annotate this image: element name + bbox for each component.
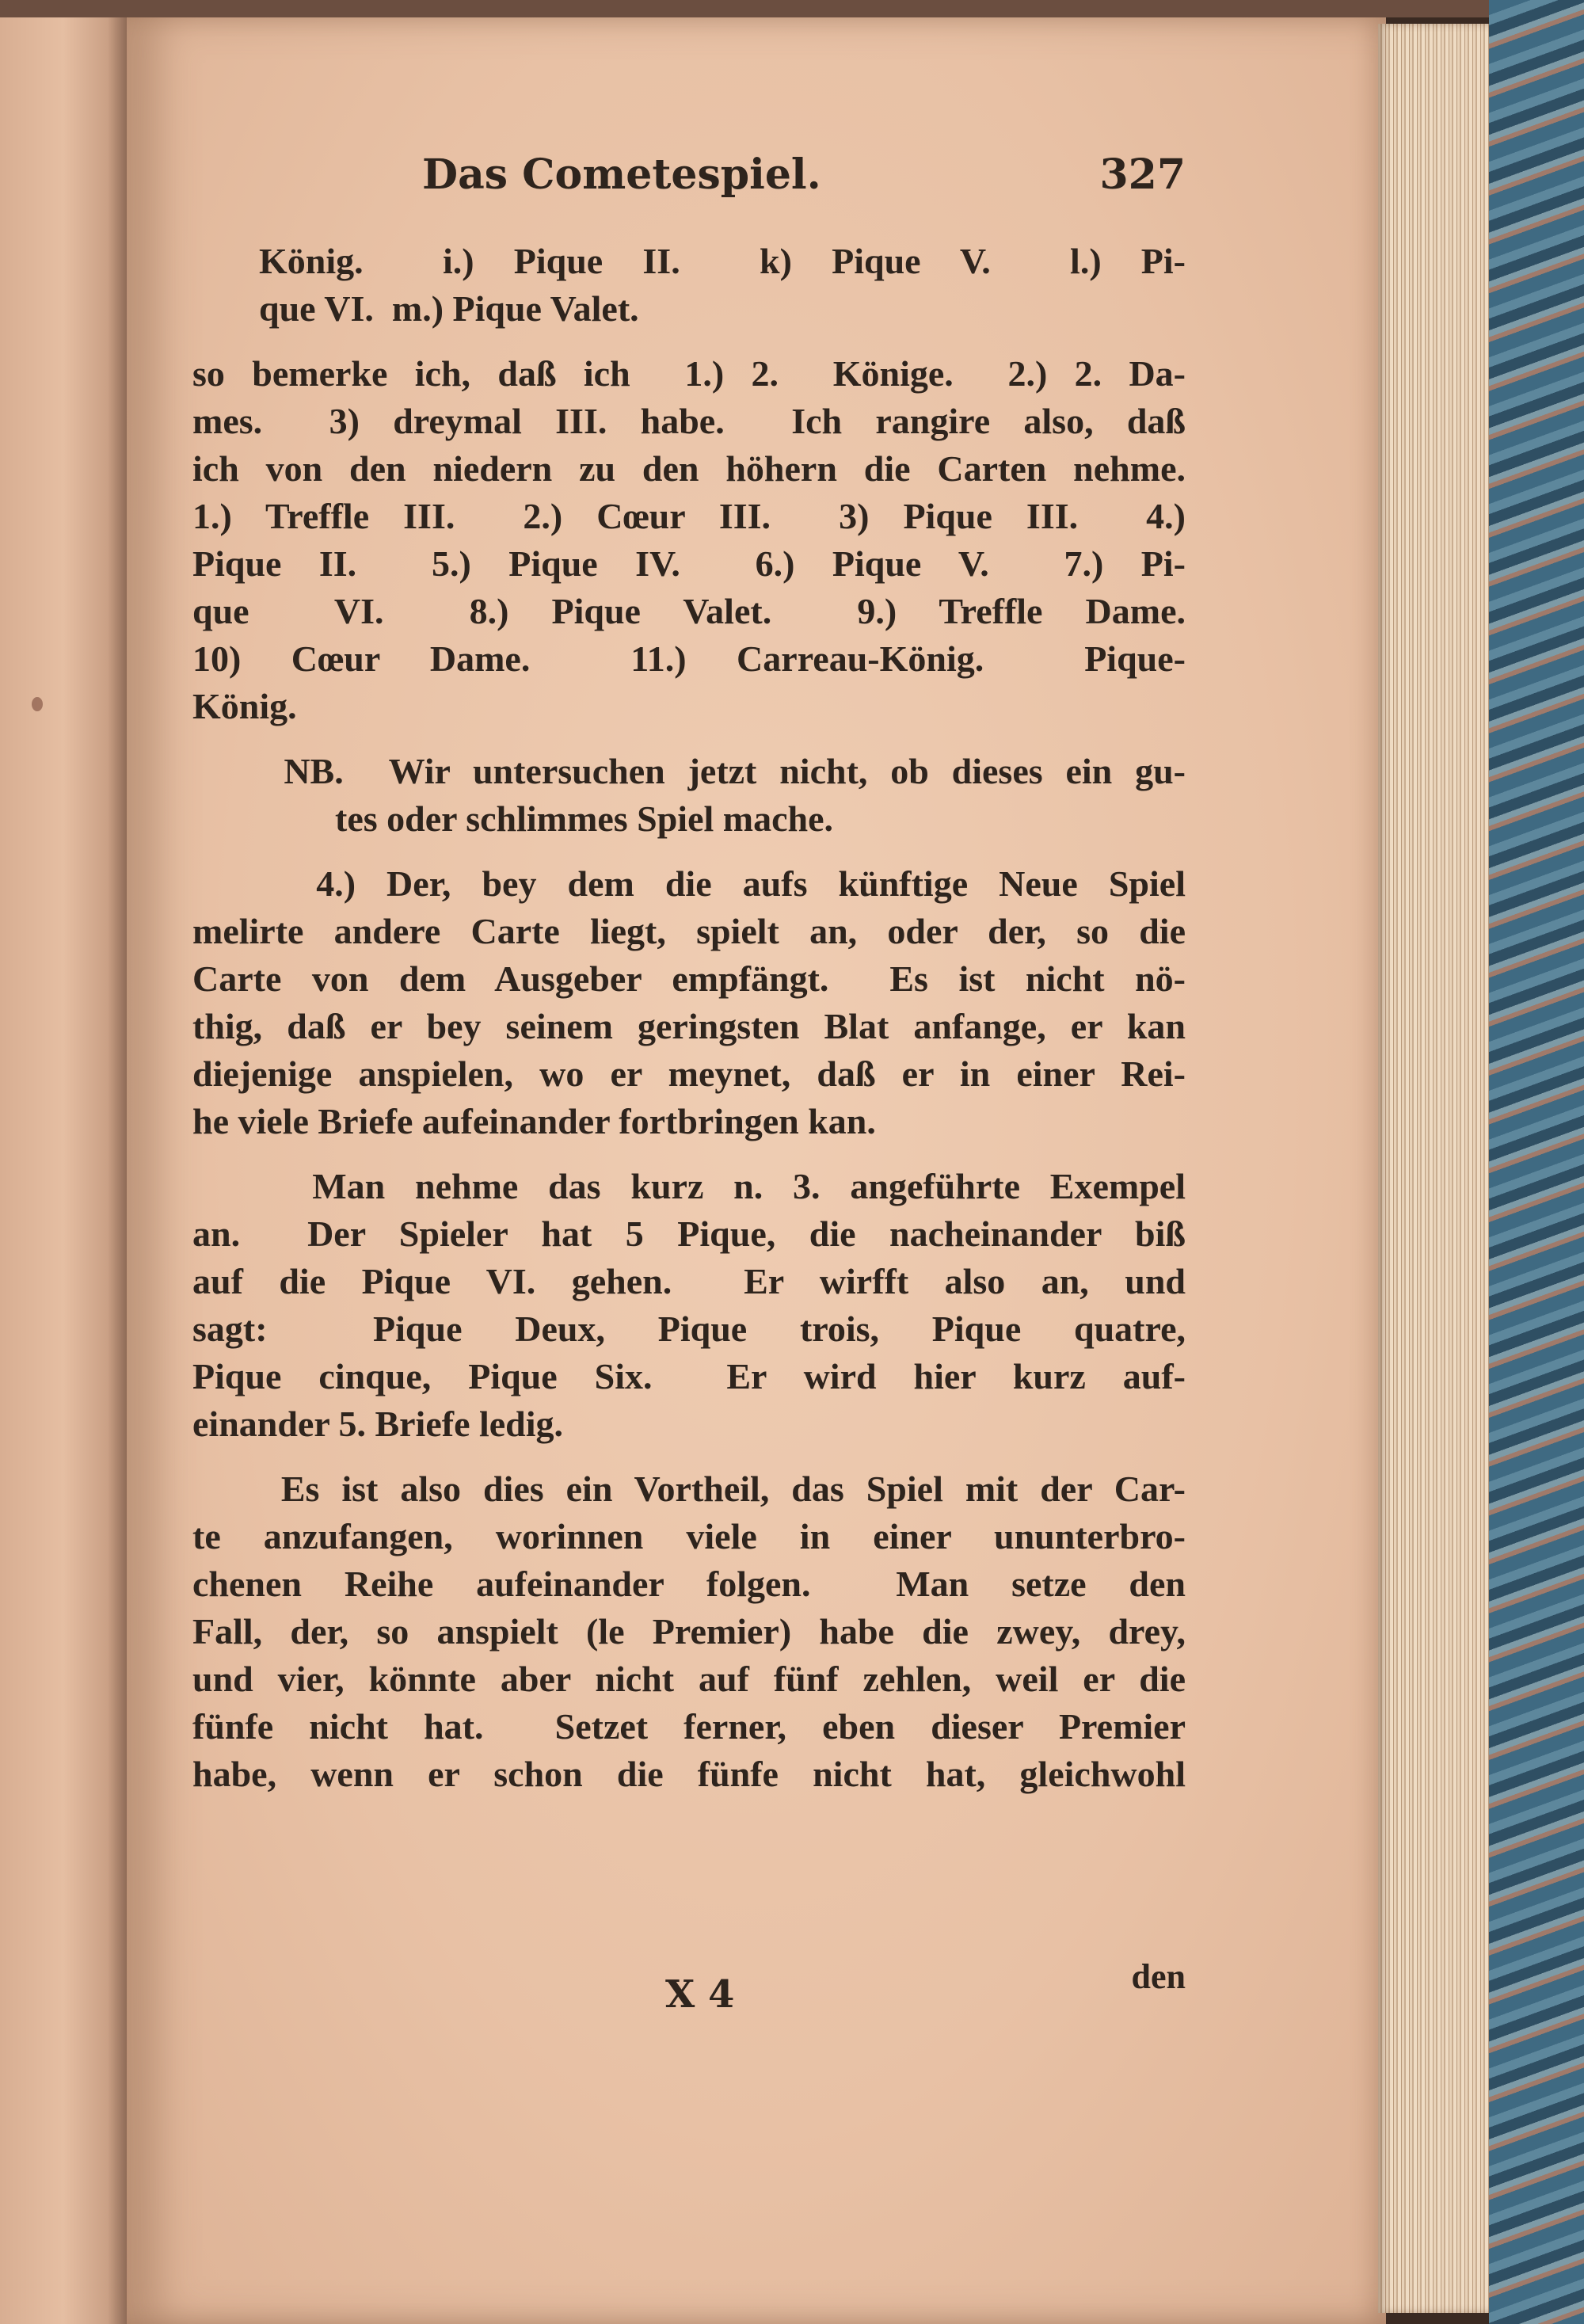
text-line: ich von den niedern zu den höhern die Carten nehme. [192, 448, 1186, 489]
text-line: te anzufangen, worinnen viele in einer ununterbro- [192, 1516, 1186, 1556]
text-line: 1.) Treffle III. 2.) Cœur III. 3) Pique III. 4.) [192, 496, 1186, 536]
signature-mark: X 4 [665, 1972, 735, 2017]
paper-stain [32, 697, 43, 711]
text-line: einander 5. Briefe ledig. [192, 1404, 564, 1444]
marbled-cover [1489, 0, 1584, 2324]
text-line: melirte andere Carte liegt, spielt an, oder der, so die [192, 911, 1186, 951]
page-edges [1378, 24, 1497, 2313]
text-line: Es ist also dies ein Vortheil, das Spiel mit der Car- [192, 1469, 1186, 1509]
text-line: chenen Reihe aufeinander folgen. Man setze den [192, 1564, 1186, 1604]
text-line: que VI. m.) Pique Valet. [259, 288, 639, 329]
paragraph [192, 1465, 1186, 1798]
paragraph [192, 748, 1186, 843]
text-line: tes oder schlimmes Spiel mache. [335, 798, 834, 839]
paragraph [192, 350, 1186, 730]
running-header [192, 150, 1186, 206]
text-line: he viele Briefe aufeinander fortbringen kan. [192, 1101, 876, 1141]
text-line: 10) Cœur Dame. 11.) Carreau-König. Pique- [192, 638, 1186, 679]
text-line: Pique cinque, Pique Six. Er wird hier kurz auf- [192, 1356, 1186, 1396]
running-title: Das Cometespiel. [422, 150, 821, 199]
text-line: Fall, der, so anspielt (le Premier) habe die zwey, drey, [192, 1611, 1186, 1652]
text-line: auf die Pique VI. gehen. Er wirfft also an, und [192, 1261, 1186, 1301]
text-line: König. i.) Pique II. k) Pique V. l.) Pi- [259, 241, 1186, 281]
catchword: den [1131, 1957, 1186, 1996]
facing-left-page [0, 0, 127, 2324]
text-line: sagt: Pique Deux, Pique trois, Pique quatre, [192, 1309, 1186, 1349]
text-line: habe, wenn er schon die fünfe nicht hat, gleichwohl [192, 1754, 1186, 1794]
body-text [192, 238, 1186, 1815]
text-line: so bemerke ich, daß ich 1.) 2. Könige. 2.) 2. Da- [192, 353, 1186, 394]
text-line: thig, daß er bey seinem geringsten Blat anfange, er kan [192, 1006, 1186, 1046]
text-line: Carte von dem Ausgeber empfängt. Es ist nicht nö- [192, 958, 1186, 999]
text-line: König. [192, 686, 297, 726]
text-line: und vier, könnte aber nicht auf fünf zehlen, weil er die [192, 1659, 1186, 1699]
paragraph [192, 860, 1186, 1145]
text-line: Pique II. 5.) Pique IV. 6.) Pique V. 7.) Pi- [192, 543, 1186, 584]
text-line: NB. Wir untersuchen jetzt nicht, ob dieses ein gu- [192, 751, 1186, 791]
text-line: fünfe nicht hat. Setzet ferner, eben dieser Premier [192, 1706, 1186, 1747]
text-line: diejenige anspielen, wo er meynet, daß er in einer Rei- [192, 1053, 1186, 1094]
text-line: an. Der Spieler hat 5 Pique, die nacheinander biß [192, 1213, 1186, 1254]
text-line: que VI. 8.) Pique Valet. 9.) Treffle Dame. [192, 591, 1186, 631]
text-line: Man nehme das kurz n. 3. angeführte Exempel [192, 1166, 1186, 1206]
text-line: mes. 3) dreymal III. habe. Ich rangire also, daß [192, 401, 1186, 441]
paragraph [192, 238, 1186, 333]
page-number: 327 [1099, 150, 1186, 199]
top-edge [0, 0, 1489, 17]
text-line: 4.) Der, bey dem die aufs künftige Neue Spiel [192, 863, 1186, 904]
paragraph [192, 1163, 1186, 1448]
